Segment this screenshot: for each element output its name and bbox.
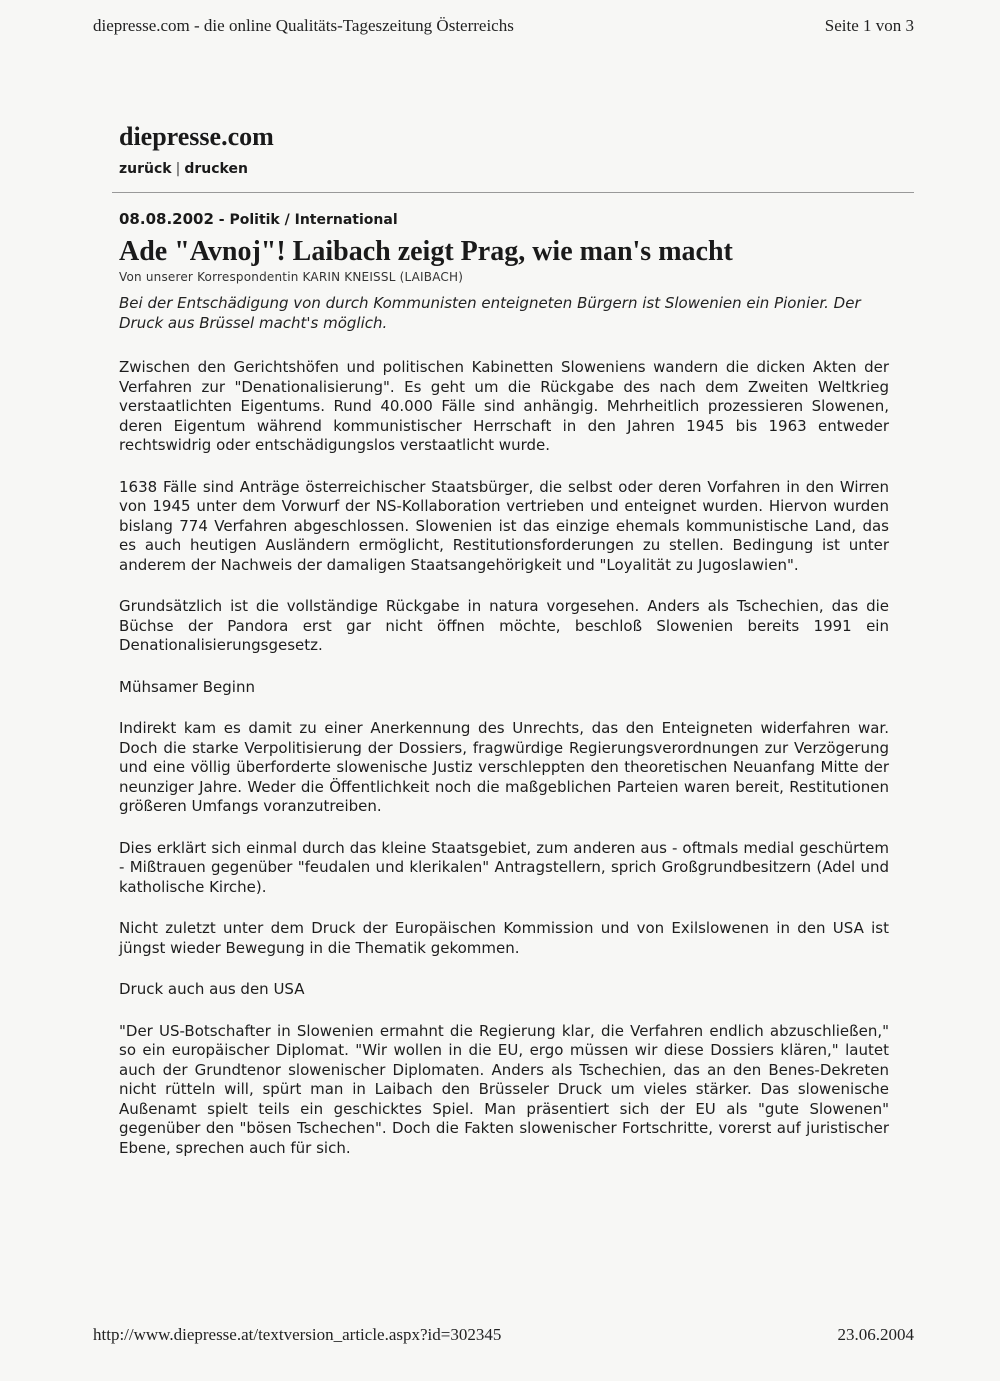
print-footer-url: http://www.diepresse.at/textversion_article.aspx?id=302345 [93, 1325, 502, 1344]
article-headline: Ade "Avnoj"! Laibach zeigt Prag, wie man's macht [119, 236, 733, 267]
article-subheading: Mühsamer Beginn [119, 677, 255, 696]
article-subheading: Druck auch aus den USA [119, 980, 305, 998]
article-paragraph: Indirekt kam es damit zu einer Anerkennung des Unrechts, das den Enteigneten widerfahren war. Doch die starke Verpolitisierung der Dossiers, fragwürdige Regierungsverordnungen zur Verzögerung und eine völlig überforderte slowenische Justiz verschleppten den theoretischen Neuanfang Mitte der neunziger Jahre. Weder die Öffentlichkeit noch die maßgeblichen Parteien waren bereit, Restitutionen größeren Umfangs voranzutreiben. [119, 719, 889, 815]
article-nav [119, 160, 889, 178]
article-paragraph: Nicht zuletzt unter dem Druck der Europäischen Kommission und von Exilslowenen in den USA ist jüngst wieder Bewegung in die Thematik gekommen. [119, 919, 889, 957]
back-link[interactable]: zurück [119, 161, 172, 177]
print-footer-date: 23.06.2004 [837, 1325, 914, 1344]
article-date: 08.08.2002 [119, 210, 214, 228]
meta-separator: - [213, 212, 230, 228]
article-paragraph: "Der US-Botschafter in Slowenien ermahnt die Regierung klar, die Verfahren endlich abzuschließen," so ein europäischer Diplomat. "Wir wollen in die EU, ergo müssen wir diese Dossiers klären," lautet auch der Grundtenor slowenischer Diplomaten. Anders als Tschechien, das an den Benes-Dekreten nicht rütteln will, spürt man in Laibach den Brüsseler Druck um vieles stärker. Das slowenische Außenamt spielt teils ein geschicktes Spiel. Man präsentiert sich der EU als "gute Slowenen" gegenüber den "bösen Tschechen". Doch die Fakten slowenischer Fortschritte, vorerst auf juristischer Ebene, sprechen auch für sich. [119, 1021, 889, 1157]
print-header-page: Seite 1 von 3 [824, 16, 914, 35]
print-link[interactable]: drucken [184, 161, 248, 177]
print-header [93, 16, 914, 36]
article-body [119, 358, 889, 1180]
article-paragraph: Zwischen den Gerichtshöfen und politischen Kabinetten Sloweniens wandern die dicken Akten der Verfahren zur "Denationalisierung". Es geht um die Rückgabe des nach dem Zweiten Weltkrieg verstaatlichten Eigentums. Rund 40.000 Fälle sind anhängig. Mehrheitlich prozessieren Slowenen, deren Eigentum während kommunistischer Herrschaft in den Jahren 1945 bis 1963 entweder rechtswidrig oder entschädigungslos verstaatlicht wurde. [119, 358, 889, 454]
print-header-title: diepresse.com - die online Qualitäts-Tageszeitung Österreichs [93, 16, 514, 35]
article-lead: Bei der Entschädigung von durch Kommunisten enteigneten Bürgern ist Slowenien ein Pionier. Der Druck aus Brüssel macht's möglich. [119, 294, 861, 332]
site-header [119, 120, 889, 178]
article-paragraph: 1638 Fälle sind Anträge österreichischer Staatsbürger, die selbst oder deren Vorfahren in den Wirren von 1945 unter dem Vorwurf der NS-Kollaboration vertrieben und enteignet wurden. Hiervon wurden bislang 774 Verfahren abgeschlossen. Slowenien ist das einzige ehemals kommunistische Land, das es auch heutigen Ausländern ermöglicht, Restitutionsforderungen zu stellen. Bedingung ist unter anderem der Nachweis der damaligen Staatsangehörigkeit und "Loyalität zu Jugoslawien". [119, 477, 889, 574]
article-byline: Von unserer Korrespondentin KARIN KNEISSL (LAIBACH) [119, 270, 464, 284]
print-footer [93, 1325, 914, 1345]
site-title: diepresse.com [119, 122, 274, 151]
article-section: Politik / International [229, 212, 398, 228]
article-paragraph: Dies erklärt sich einmal durch das kleine Staatsgebiet, zum anderen aus - oftmals medial geschürtem - Mißtrauen gegenüber "feudalen und klerikalen" Antragstellern, sprich Großgrundbesitzern (Adel und katholische Kirche). [119, 838, 889, 896]
article-paragraph: Grundsätzlich ist die vollständige Rückgabe in natura vorgesehen. Anders als Tschechien, das die Büchse der Pandora erst gar nicht öffnen möchte, beschloß Slowenien bereits 1991 ein Denationalisierungsgesetz. [119, 597, 889, 654]
divider [112, 192, 914, 193]
article-meta [119, 210, 398, 228]
nav-separator: | [175, 161, 181, 177]
